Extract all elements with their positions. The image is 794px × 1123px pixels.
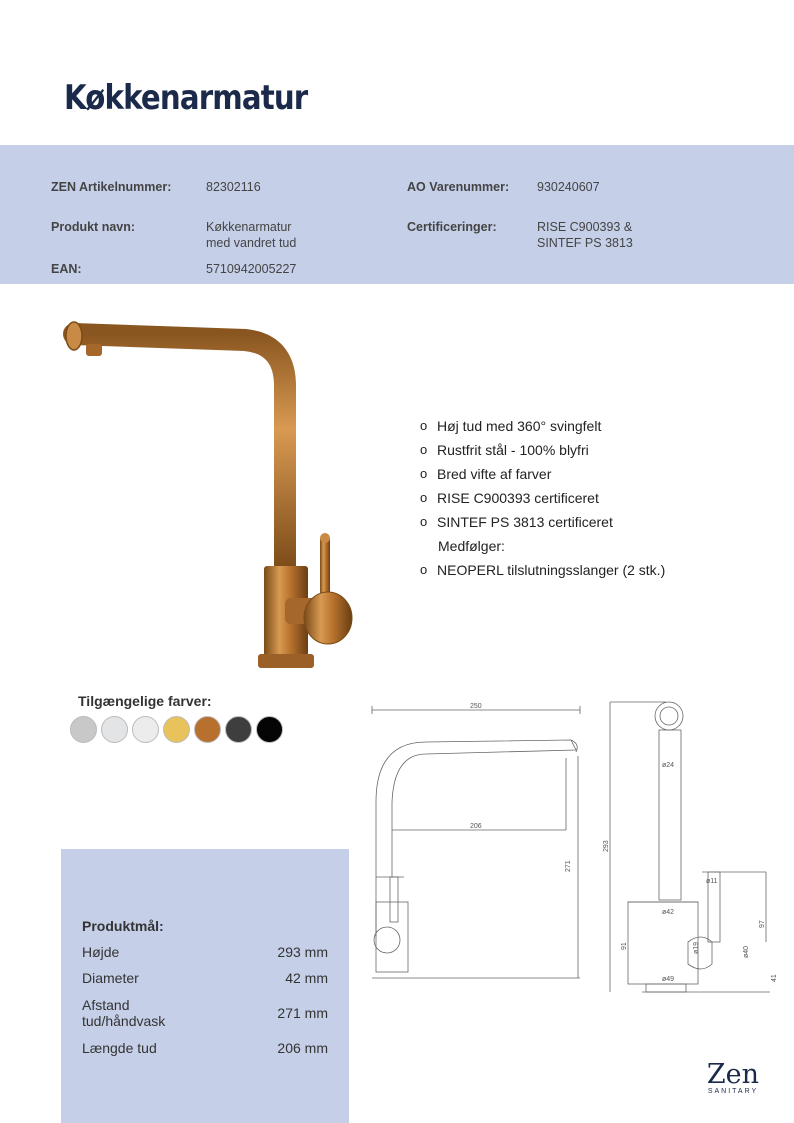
dimension-row-distance bbox=[82, 997, 328, 1029]
front-view bbox=[372, 706, 580, 978]
dimension-value: 293 mm bbox=[277, 944, 328, 960]
product-name-value-line1: Køkkenarmatur bbox=[206, 220, 292, 234]
color-swatch bbox=[132, 716, 159, 743]
feature-list bbox=[420, 414, 665, 582]
dimension-value: 206 mm bbox=[277, 1040, 328, 1056]
feature-item: o Bred vifte af farver bbox=[420, 462, 665, 486]
dimensions-title: Produktmål: bbox=[82, 918, 164, 934]
certifications-label: Certificeringer: bbox=[407, 220, 497, 234]
product-info-band bbox=[0, 145, 794, 284]
ean-label: EAN: bbox=[51, 262, 82, 276]
colors-label: Tilgængelige farver: bbox=[78, 693, 212, 709]
color-swatch bbox=[194, 716, 221, 743]
side-91-label: 91 bbox=[621, 942, 628, 950]
certifications-value-line2: SINTEF PS 3813 bbox=[537, 236, 633, 250]
technical-drawing bbox=[366, 692, 786, 1002]
ao-number-value: 930240607 bbox=[537, 180, 600, 194]
side-d42-label: ø42 bbox=[662, 909, 675, 916]
logo-subtitle: SANITARY bbox=[707, 1088, 759, 1095]
feature-item: o SINTEF PS 3813 certificeret bbox=[420, 510, 665, 534]
color-swatches bbox=[70, 716, 283, 743]
zen-sanitary-logo bbox=[704, 1060, 762, 1095]
feature-item: o NEOPERL tilslutningsslanger (2 stk.) bbox=[420, 558, 665, 582]
feature-item: o Rustfrit stål - 100% blyfri bbox=[420, 438, 665, 462]
dimension-label: Diameter bbox=[82, 970, 139, 986]
color-swatch bbox=[225, 716, 252, 743]
logo-name: Zen bbox=[706, 1059, 760, 1090]
dimension-value: 42 mm bbox=[285, 970, 328, 986]
feature-item: o Høj tud med 360° svingfelt bbox=[420, 414, 665, 438]
feature-item: o RISE C900393 certificeret bbox=[420, 486, 665, 510]
faucet-photo bbox=[60, 316, 360, 676]
ean-value: 5710942005227 bbox=[206, 262, 297, 276]
front-height-label: 271 bbox=[565, 860, 572, 872]
side-d24-label: ø24 bbox=[662, 762, 675, 769]
color-swatch bbox=[256, 716, 283, 743]
dimension-label: Længde tud bbox=[82, 1040, 157, 1056]
dimension-label: Højde bbox=[82, 944, 120, 960]
side-d49-label: ø49 bbox=[662, 976, 675, 983]
product-dimensions-box bbox=[61, 849, 349, 1123]
side-height-label: 293 bbox=[603, 840, 610, 852]
certifications-value-line1: RISE C900393 & bbox=[537, 220, 633, 234]
ao-number-label: AO Varenummer: bbox=[407, 180, 510, 194]
side-41-label: 41 bbox=[771, 974, 778, 982]
bullet-icon: o bbox=[420, 442, 428, 457]
bullet-icon: o bbox=[420, 418, 428, 433]
feature-item: Medfølger: bbox=[438, 538, 505, 554]
bullet-icon: o bbox=[420, 490, 428, 505]
color-swatch bbox=[70, 716, 97, 743]
page-title: Køkkenarmatur bbox=[64, 78, 308, 118]
side-97-label: 97 bbox=[759, 920, 766, 928]
side-d19-label: ø19 bbox=[693, 941, 700, 954]
color-swatch bbox=[163, 716, 190, 743]
product-name-label: Produkt navn: bbox=[51, 220, 136, 234]
dimension-label: Afstand bbox=[82, 997, 130, 1013]
bullet-icon: o bbox=[420, 514, 428, 529]
front-width-label: 250 bbox=[470, 703, 482, 710]
side-d11-label: ø11 bbox=[706, 878, 718, 885]
dimension-label: tud/håndvask bbox=[82, 1013, 166, 1029]
dimension-value: 271 mm bbox=[277, 1005, 328, 1021]
zen-article-label: ZEN Artikelnummer: bbox=[51, 180, 172, 194]
bullet-icon: o bbox=[420, 562, 428, 577]
side-d40-label: ø40 bbox=[743, 945, 750, 958]
color-swatch bbox=[101, 716, 128, 743]
zen-article-value: 82302116 bbox=[206, 180, 261, 194]
bullet-icon: o bbox=[420, 466, 428, 481]
product-name-value-line2: med vandret tud bbox=[206, 236, 297, 250]
front-spout-label: 206 bbox=[470, 823, 482, 830]
